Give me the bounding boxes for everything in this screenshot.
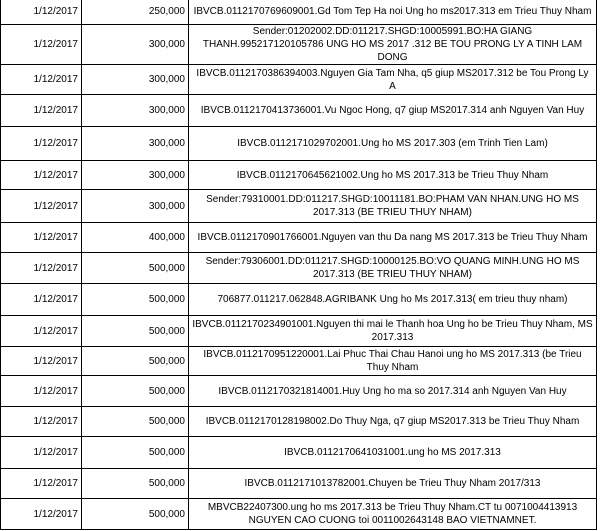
table-row xyxy=(1,437,597,469)
amount-cell: 500,000 xyxy=(82,407,189,437)
description-cell: Sender:79306001.DD:011217.SHGD:10000125.BO:VO QUANG MINH.UNG HO MS 2017.313 (BE TRIEU THUY NHAM) xyxy=(189,253,597,284)
amount-cell: 500,000 xyxy=(82,347,189,376)
date-cell: 1/12/2017 xyxy=(1,253,82,284)
date-cell: 1/12/2017 xyxy=(1,25,82,65)
table-row xyxy=(1,190,597,223)
table-row xyxy=(1,469,597,499)
table-row xyxy=(1,316,597,347)
amount-cell: 300,000 xyxy=(82,190,189,223)
date-cell: 1/12/2017 xyxy=(1,499,82,530)
description-cell: IBVCB.0112170645621002.Ung ho MS 2017.313 be Trieu Thuy Nham xyxy=(189,161,597,190)
amount-cell: 300,000 xyxy=(82,25,189,65)
date-cell: 1/12/2017 xyxy=(1,161,82,190)
description-cell: IBVCB.0112170901766001.Nguyen van thu Da nang MS 2017.313 be Trieu Thuy Nham xyxy=(189,223,597,253)
date-cell: 1/12/2017 xyxy=(1,284,82,316)
date-cell: 1/12/2017 xyxy=(1,347,82,376)
description-cell: IBVCB.0112170951220001.Lai Phuc Thai Chau Hanoi ung ho MS 2017.313 (be Trieu Thuy Nham xyxy=(189,347,597,376)
description-cell: IBVCB.0112170413736001.Vu Ngoc Hong, q7 giup MS2017.314 anh Nguyen Van Huy xyxy=(189,95,597,127)
amount-cell: 300,000 xyxy=(82,65,189,95)
amount-cell: 500,000 xyxy=(82,284,189,316)
date-cell: 1/12/2017 xyxy=(1,376,82,407)
amount-cell: 500,000 xyxy=(82,253,189,284)
table-row xyxy=(1,499,597,530)
description-cell: IBVCB.0112171029702001.Ung ho MS 2017.303 (em Trinh Tien Lam) xyxy=(189,127,597,161)
table-row xyxy=(1,284,597,316)
amount-cell: 250,000 xyxy=(82,0,189,25)
description-cell: IBVCB.0112170321814001.Huy Ung ho ma so 2017.314 anh Nguyen Van Huy xyxy=(189,376,597,407)
description-cell: Sender:79310001.DD:011217.SHGD:10011181.BO:PHAM VAN NHAN.UNG HO MS 2017.313 (BE TRIEU THUY NHAM) xyxy=(189,190,597,223)
description-cell: 706877.011217.062848.AGRIBANK Ung ho Ms 2017.313( em trieu thuy nham) xyxy=(189,284,597,316)
date-cell: 1/12/2017 xyxy=(1,316,82,347)
table-row xyxy=(1,25,597,65)
date-cell: 1/12/2017 xyxy=(1,223,82,253)
description-cell: IBVCB.0112170234901001.Nguyen thi mai le Thanh hoa Ung ho be Trieu Thuy Nham, MS 2017.313 xyxy=(189,316,597,347)
date-cell: 1/12/2017 xyxy=(1,469,82,499)
table-row xyxy=(1,0,597,25)
description-cell: IBVCB.0112170769609001.Gd Tom Tep Ha noi Ung ho ms2017.313 em Trieu Thuy Nham xyxy=(189,0,597,25)
description-cell: IBVCB.0112170386394003.Nguyen Gia Tam Nha, q5 giup MS2017.312 be Tou Prong Ly A xyxy=(189,65,597,95)
amount-cell: 500,000 xyxy=(82,376,189,407)
amount-cell: 300,000 xyxy=(82,95,189,127)
table-row xyxy=(1,223,597,253)
table-row xyxy=(1,347,597,376)
table-row xyxy=(1,161,597,190)
table-row xyxy=(1,253,597,284)
date-cell: 1/12/2017 xyxy=(1,65,82,95)
amount-cell: 500,000 xyxy=(82,437,189,469)
date-cell: 1/12/2017 xyxy=(1,95,82,127)
ledger-body xyxy=(1,0,597,530)
description-cell: Sender:01202002.DD:011217.SHGD:10005991.BO:HA GIANG THANH.995217120105786 UNG HO MS 2017 .312 BE TOU PRONG LY A TINH LAM DONG xyxy=(189,25,597,65)
description-cell: IBVCB.0112171013782001.Chuyen be Trieu Thuy Nham 2017/313 xyxy=(189,469,597,499)
date-cell: 1/12/2017 xyxy=(1,0,82,25)
amount-cell: 300,000 xyxy=(82,161,189,190)
amount-cell: 300,000 xyxy=(82,127,189,161)
description-cell: IBVCB.0112170641031001.ung ho MS 2017.313 xyxy=(189,437,597,469)
amount-cell: 500,000 xyxy=(82,499,189,530)
table-row xyxy=(1,127,597,161)
date-cell: 1/12/2017 xyxy=(1,127,82,161)
description-cell: MBVCB22407300.ung ho ms 2017.313 be Trieu Thuy Nham.CT tu 0071004413913 NGUYEN CAO CUONG toi 0011002643148 BAO VIETNAMNET. xyxy=(189,499,597,530)
table-row xyxy=(1,407,597,437)
date-cell: 1/12/2017 xyxy=(1,407,82,437)
amount-cell: 500,000 xyxy=(82,316,189,347)
table-row xyxy=(1,95,597,127)
description-cell: IBVCB.0112170128198002.Do Thuy Nga, q7 giup MS2017.313 be Trieu Thuy Nham xyxy=(189,407,597,437)
amount-cell: 400,000 xyxy=(82,223,189,253)
date-cell: 1/12/2017 xyxy=(1,190,82,223)
amount-cell: 500,000 xyxy=(82,469,189,499)
table-row xyxy=(1,65,597,95)
table-row xyxy=(1,376,597,407)
date-cell: 1/12/2017 xyxy=(1,437,82,469)
